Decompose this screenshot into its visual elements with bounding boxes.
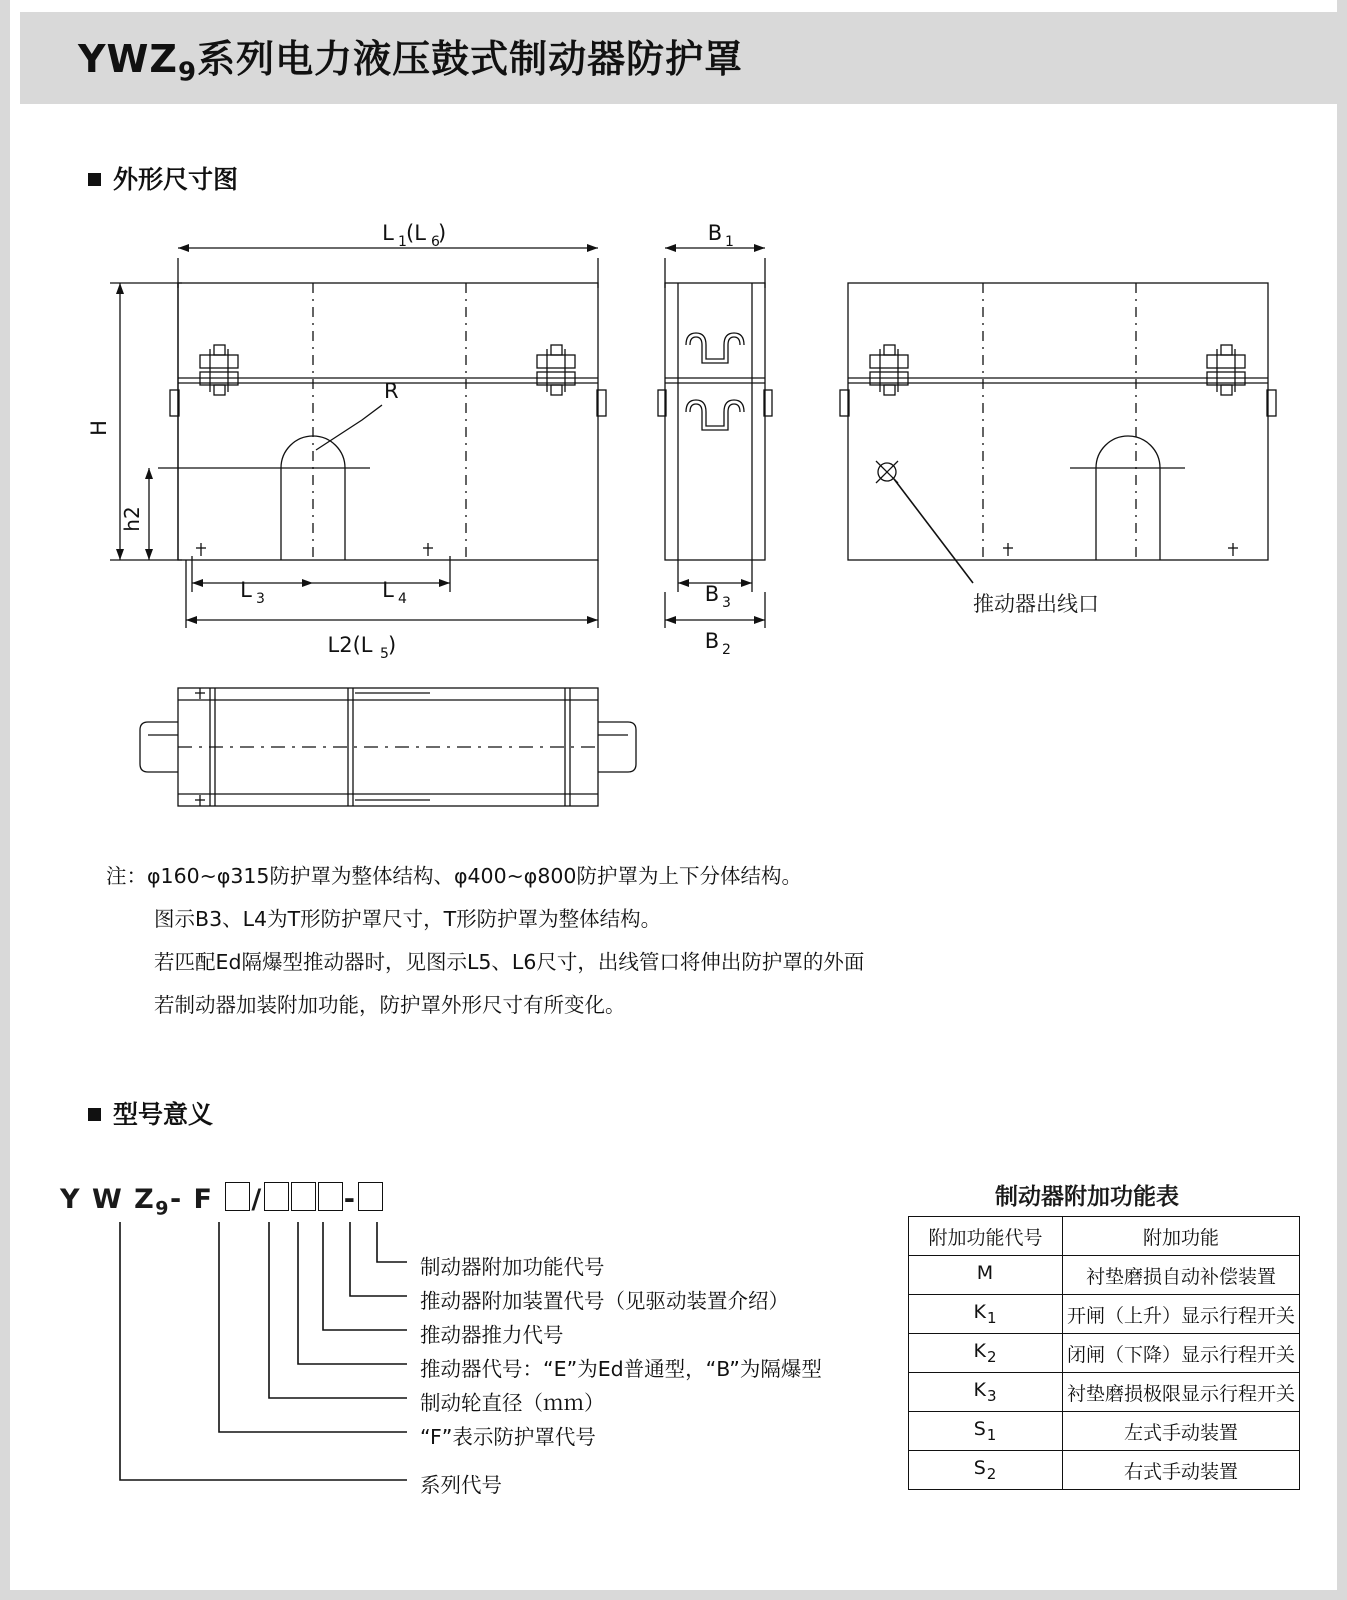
svg-text:L2(L: L2(L [327,633,373,657]
legend-item-7: 系列代号 [420,1473,502,1497]
bullet-icon [88,173,101,186]
legend-item-3: 推动器推力代号 [420,1323,564,1347]
label-pusher-outlet: 推动器出线口 [973,592,1099,616]
legend-item-1: 制动器附加功能代号 [420,1255,605,1279]
svg-text:3: 3 [256,591,265,607]
row-function: 开闸（上升）显示行程开关 [1063,1295,1300,1334]
svg-text:B: B [707,221,723,245]
row-function: 衬垫磨损自动补偿装置 [1063,1256,1300,1295]
row-function: 左式手动装置 [1063,1412,1300,1451]
svg-text:): ) [388,633,397,657]
page-title: $YWZ_9$系列电力液压鼓式制动器防护罩 [78,37,744,88]
legend-item-2: 推动器附加装置代号（见驱动装置介绍） [420,1289,789,1313]
model-code-diagram [10,1170,910,1510]
section-heading-dimension: 外形尺寸图 [88,160,238,196]
row-function: 右式手动装置 [1063,1451,1300,1490]
model-code-string: Y W $Z_9-$ F / - [60,1182,384,1219]
svg-text:B: B [704,629,720,653]
table-row [909,1451,1300,1490]
note-line-3: 若匹配Ed隔爆型推动器时，见图示L5、L6尺寸，出线管口将伸出防护罩的外面 [154,950,865,974]
row-function: 闭闸（下降）显示行程开关 [1063,1334,1300,1373]
svg-text:1: 1 [725,234,734,250]
svg-text:6: 6 [431,234,440,250]
bullet-icon-2 [88,1108,101,1121]
row-function: 衬垫磨损极限显示行程开关 [1063,1373,1300,1412]
row-code: $K_1$ [909,1295,1063,1334]
svg-text:5: 5 [380,646,389,662]
section-heading-model: 型号意义 [88,1095,213,1131]
row-code: $S_2$ [909,1451,1063,1490]
page-title-bar [20,12,1347,104]
table-header-row [909,1217,1300,1256]
table-row [909,1256,1300,1295]
svg-text:(L: (L [406,221,426,245]
svg-text:H: H [87,420,111,436]
row-code: $K_3$ [909,1373,1063,1412]
svg-text:2: 2 [722,642,731,658]
table-row [909,1412,1300,1451]
svg-text:R: R [384,379,399,403]
additional-function-table [908,1216,1300,1490]
note-line-1: 注：φ160~φ315防护罩为整体结构、φ400~φ800防护罩为上下分体结构。 [106,864,802,888]
table-title: 制动器附加功能表 [995,1184,1179,1210]
svg-text:B: B [704,582,720,606]
note-line-4: 若制动器加装附加功能，防护罩外形尺寸有所变化。 [154,993,626,1017]
table-row [909,1373,1300,1412]
row-code: $S_1$ [909,1412,1063,1451]
legend-item-5: 制动轮直径（ｍｍ） [420,1391,605,1415]
table-row [909,1334,1300,1373]
table-header-function: 附加功能 [1063,1217,1300,1256]
row-code: $K_2$ [909,1334,1063,1373]
svg-text:L: L [382,578,394,602]
svg-text:L: L [240,578,252,602]
svg-text:1: 1 [398,234,407,250]
note-line-2: 图示B3、L4为T形防护罩尺寸，T形防护罩为整体结构。 [154,907,662,931]
legend-item-6: “F”表示防护罩代号 [420,1425,596,1449]
row-code: M [909,1256,1063,1295]
legend-item-4: 推动器代号：“E”为Ed普通型，“B”为隔爆型 [420,1357,822,1381]
svg-text:L: L [382,221,394,245]
svg-text:4: 4 [398,591,407,607]
svg-text:): ) [438,221,447,245]
svg-text:h2: h2 [120,506,144,532]
svg-text:3: 3 [722,595,731,611]
notes-block [106,855,1206,1027]
table-row [909,1295,1300,1334]
table-header-code: 附加功能代号 [909,1217,1063,1256]
